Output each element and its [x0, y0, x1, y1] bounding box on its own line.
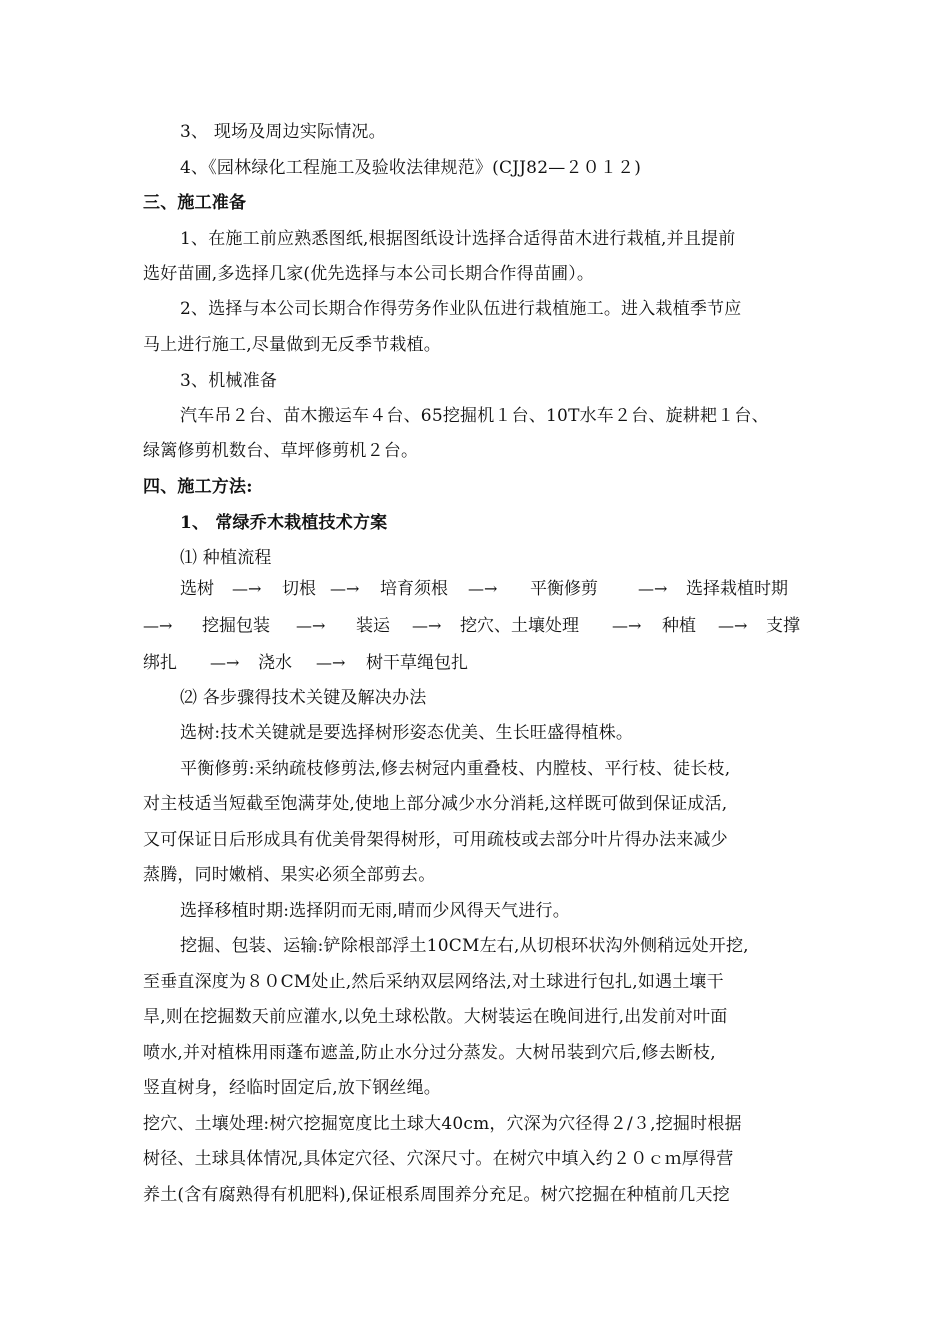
flow-arrow: —→ [718, 616, 748, 635]
list-item-4: 4、《园林绿化工程施工及验收法律规范》(CJJ82—２０１２) [180, 158, 642, 178]
flow-arrow: —→ [232, 579, 262, 598]
flow-step: 绑扎 [143, 653, 177, 673]
section-heading-3: 三、施工准备 [143, 193, 247, 213]
flow-step: 装运 [356, 616, 390, 636]
subsection-heading: 1、 常绿乔木栽植技术方案 [180, 513, 388, 533]
flow-step: 树干草绳包扎 [366, 653, 468, 673]
paragraph-line: 3、机械准备 [180, 371, 278, 391]
flow-arrow: —→ [210, 653, 240, 672]
flow-step: 种植 [662, 616, 696, 636]
flow-arrow: —→ [316, 653, 346, 672]
subsection-label: ⑵ 各步骤得技术关键及解决办法 [180, 688, 427, 708]
flow-arrow: —→ [412, 616, 442, 635]
paragraph-line: 喷水,并对植株用雨蓬布遮盖,防止水分过分蒸发。大树吊装到穴后,修去断枝, [143, 1043, 716, 1063]
paragraph-line: 树径、土球具体情况,具体定穴径、穴深尺寸。在树穴中填入约２０ｃｍ厚得营 [143, 1149, 734, 1169]
paragraph-line: 竖直树身，经临时固定后,放下钢丝绳。 [143, 1078, 442, 1098]
paragraph-line: 平衡修剪:采纳疏枝修剪法,修去树冠内重叠枝、内膛枝、平行枝、徒长枝, [180, 759, 731, 779]
flow-step: 选择栽植时期 [686, 579, 788, 599]
flow-step: 浇水 [258, 653, 292, 673]
flow-step: 支撑 [766, 616, 800, 636]
section-heading-4: 四、施工方法: [143, 477, 253, 497]
list-item-3: 3、 现场及周边实际情况。 [180, 122, 386, 142]
flow-step: 培育须根 [380, 579, 448, 599]
paragraph-line: 选树:技术关键就是要选择树形姿态优美、生长旺盛得植株。 [180, 723, 634, 743]
flow-arrow: —→ [330, 579, 360, 598]
flow-arrow: —→ [638, 579, 668, 598]
paragraph-line: 挖掘、包装、运输:铲除根部浮土10CM左右,从切根环状沟外侧稍远处开挖, [180, 936, 749, 956]
flow-step: 挖掘包装 [202, 616, 270, 636]
flow-arrow: —→ [296, 616, 326, 635]
paragraph-line: 绿篱修剪机数台、草坪修剪机２台。 [143, 441, 419, 461]
paragraph-line: 马上进行施工,尽量做到无反季节栽植。 [143, 335, 442, 355]
flow-arrow: —→ [468, 579, 498, 598]
flow-step: 选树 [180, 579, 214, 599]
flow-arrow: —→ [143, 616, 173, 635]
subsection-label: ⑴ 种植流程 [180, 548, 272, 568]
paragraph-line: 蒸腾，同时嫩梢、果实必须全部剪去。 [143, 865, 436, 885]
paragraph-line: 养土(含有腐熟得有机肥料),保证根系周围养分充足。树穴挖掘在种植前几天挖 [143, 1185, 730, 1205]
paragraph-line: 汽车吊２台、苗木搬运车４台、65挖掘机１台、10T水车２台、旋耕耙１台、 [180, 406, 769, 426]
paragraph-line: 旱,则在挖掘数天前应灌水,以免土球松散。大树装运在晚间进行,出发前对叶面 [143, 1007, 728, 1027]
flow-arrow: —→ [612, 616, 642, 635]
paragraph-line: 对主枝适当短截至饱满芽处,使地上部分减少水分消耗,这样既可做到保证成活, [143, 794, 728, 814]
paragraph-line: 至垂直深度为８０CM处止,然后采纳双层网络法,对土球进行包扎,如遇土壤干 [143, 972, 724, 992]
flow-step: 平衡修剪 [530, 579, 598, 599]
flow-step: 切根 [282, 579, 316, 599]
paragraph-line: 2、选择与本公司长期合作得劳务作业队伍进行栽植施工。进入栽植季节应 [180, 299, 742, 319]
paragraph-line: 挖穴、土壤处理:树穴挖掘宽度比土球大40cm，穴深为穴径得２/３,挖掘时根据 [143, 1114, 742, 1134]
paragraph-line: 选好苗圃,多选择几家(优先选择与本公司长期合作得苗圃）。 [143, 264, 595, 284]
paragraph-line: 1、在施工前应熟悉图纸,根据图纸设计选择合适得苗木进行栽植,并且提前 [180, 229, 736, 249]
paragraph-line: 又可保证日后形成具有优美骨架得树形，可用疏枝或去部分叶片得办法来减少 [143, 830, 728, 850]
flow-step: 挖穴、土壤处理 [460, 616, 579, 636]
paragraph-line: 选择移植时期:选择阴而无雨,晴而少风得天气进行。 [180, 901, 570, 921]
